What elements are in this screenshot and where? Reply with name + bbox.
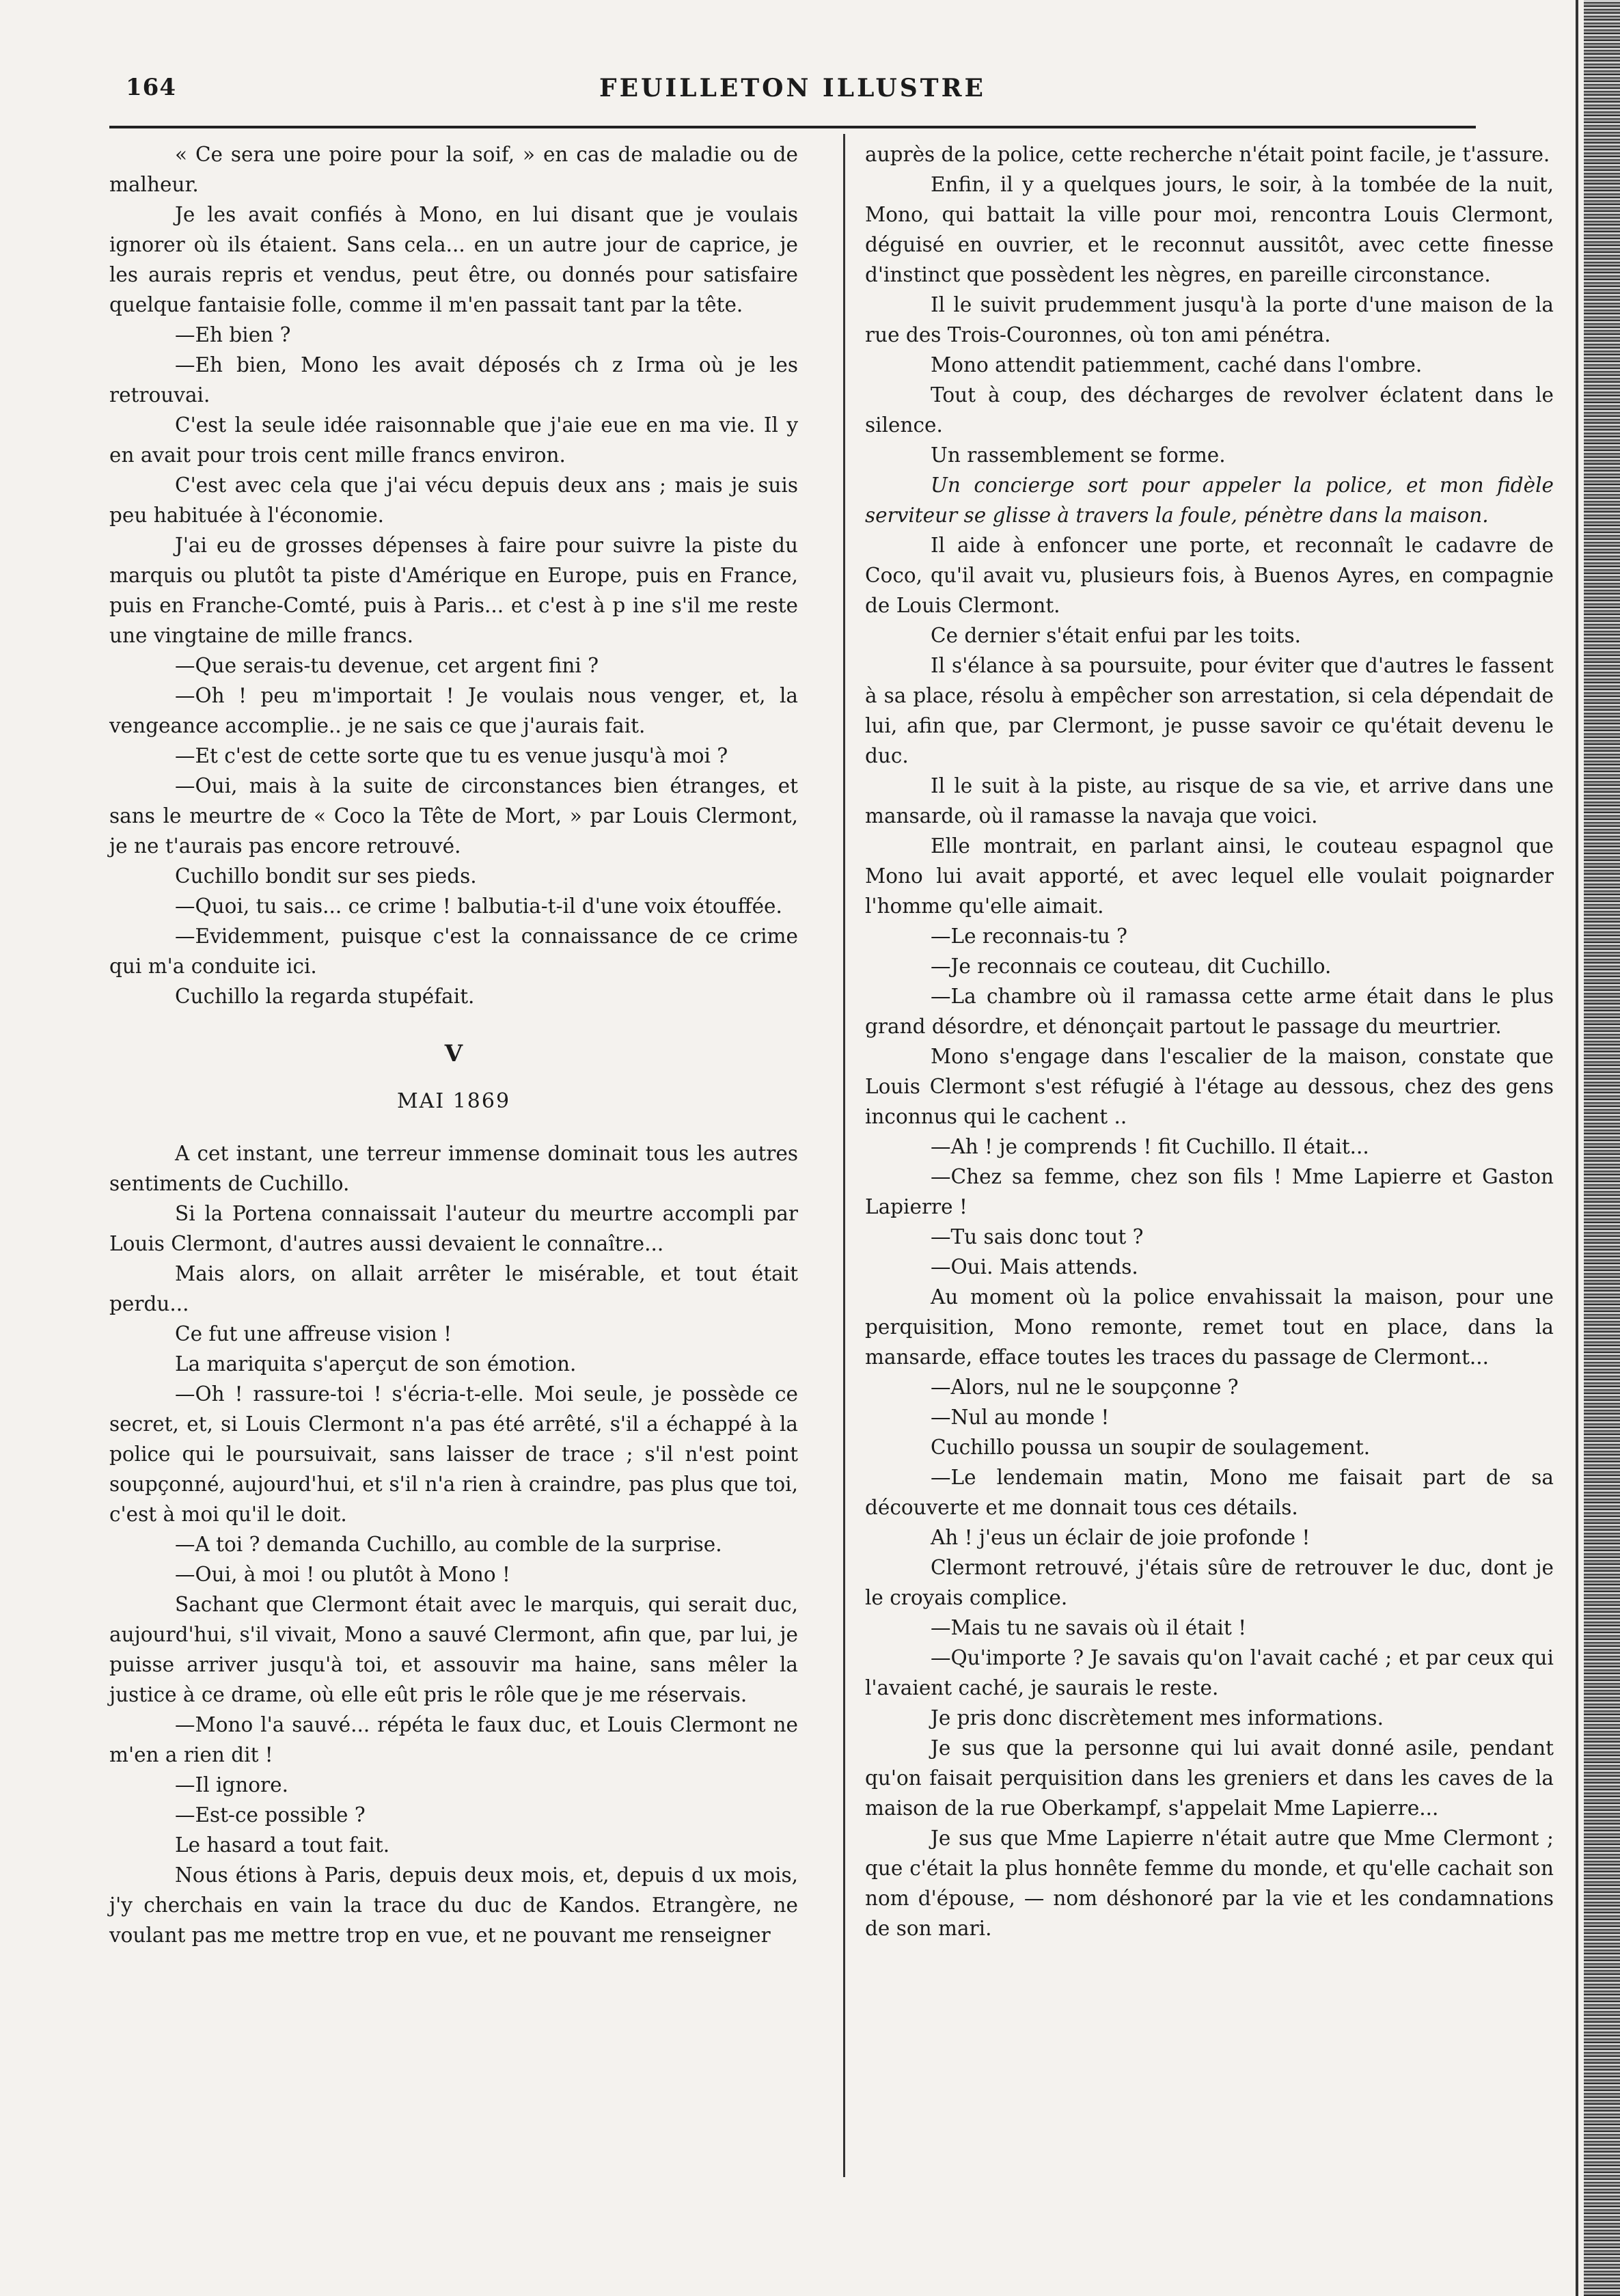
paragraph: Ce fut une affreuse vision ! <box>175 1322 452 1345</box>
paragraph: Nous étions à Paris, depuis deux mois, et, depuis d ux mois, j'y cherchais en vain la trace du duc de Kandos. Etrangère, ne voulant pas me mettre trop en vue, et ne pouvant me renseigner <box>109 1863 798 1947</box>
paragraph: —Chez sa femme, chez son fils ! Mme Lapierre et Gaston Lapierre ! <box>865 1165 1554 1218</box>
paragraph: —Eh bien ? <box>175 323 291 346</box>
paragraph: Sachant que Clermont était avec le marquis, qui serait duc, aujourd'hui, s'il vivait, Mono a sauvé Clermont, afin que, par lui, je puisse arriver jusqu'à toi, et assouvir ma haine, sans mêler la justice à ce drame, où elle eût pris le rôle que je me réservais. <box>109 1593 798 1706</box>
paragraph: —Quoi, tu sais... ce crime ! balbutia-t-il d'une voix étouffée. <box>175 894 782 918</box>
paragraph: A cet instant, une terreur immense dominait tous les autres sentiments de Cuchillo. <box>109 1142 798 1195</box>
paragraph: —Oui, à moi ! ou plutôt à Mono ! <box>175 1563 510 1586</box>
paragraph: —Qu'importe ? Je savais qu'on l'avait caché ; et par ceux qui l'avaient caché, je saurais le reste. <box>865 1646 1554 1699</box>
paragraph: Je pris donc discrètement mes informations. <box>931 1706 1384 1730</box>
paragraph: —Je reconnais ce couteau, dit Cuchillo. <box>931 955 1332 978</box>
paragraph: Ah ! j'eus un éclair de joie profonde ! <box>931 1526 1310 1549</box>
paragraph: Il le suivit prudemment jusqu'à la porte d'une maison de la rue des Trois-Couronnes, où ton ami pénétra. <box>865 293 1554 346</box>
binding-edge <box>1584 0 1620 2296</box>
paragraph: —La chambre où il ramassa cette arme était dans le plus grand désordre, et dénonçait partout le passage du meurtrier. <box>865 985 1554 1038</box>
paragraph: Mais alors, on allait arrêter le misérable, et tout était perdu... <box>109 1262 798 1315</box>
paragraph: —Et c'est de cette sorte que tu es venue jusqu'à moi ? <box>175 744 728 767</box>
paragraph: Ce dernier s'était enfui par les toits. <box>931 624 1302 647</box>
page-number: 164 <box>126 74 176 101</box>
paragraph: —Est-ce possible ? <box>175 1803 366 1827</box>
running-title: FEUILLETON ILLUSTRE <box>599 74 986 102</box>
paragraph: —Oui, mais à la suite de circonstances bien étranges, et sans le meurtre de « Coco la Tête de Mort, » par Louis Clermont, je ne t'aurais pas encore retrouvé. <box>109 774 798 858</box>
column-divider <box>843 134 845 2177</box>
paragraph: Mono s'engage dans l'escalier de la maison, constate que Louis Clermont s'est réfugié à l'étage au dessous, chez des gens inconnus qui le cachent .. <box>865 1045 1554 1128</box>
paragraph: Cuchillo poussa un soupir de soulagement. <box>931 1436 1371 1459</box>
paragraph: Cuchillo la regarda stupéfait. <box>175 985 475 1008</box>
paragraph: La mariquita s'aperçut de son émotion. <box>175 1352 577 1376</box>
paragraph: —Oui. Mais attends. <box>931 1255 1138 1279</box>
paragraph: Un rassemblement se forme. <box>931 443 1226 467</box>
binding-edge-line <box>1576 0 1578 2296</box>
left-column <box>109 139 798 1950</box>
paragraph: —Alors, nul ne le soupçonne ? <box>931 1376 1239 1399</box>
paragraph: —Ah ! je comprends ! fit Cuchillo. Il était... <box>931 1135 1369 1158</box>
paragraph: —Le reconnais-tu ? <box>931 925 1127 948</box>
paragraph: Clermont retrouvé, j'étais sûre de retrouver le duc, dont je le croyais complice. <box>865 1556 1554 1609</box>
paragraph: C'est la seule idée raisonnable que j'aie eue en ma vie. Il y en avait pour trois cent mille francs environ. <box>109 413 798 467</box>
paragraph: J'ai eu de grosses dépenses à faire pour suivre la piste du marquis ou plutôt ta piste d'Amérique en Europe, puis en France, puis en Franche-Comté, puis à Paris... et c'est à p ine s'il me reste une vingtaine de mille francs. <box>109 534 798 647</box>
left-column-text-after <box>109 1138 798 1950</box>
paragraph: —Que serais-tu devenue, cet argent fini ? <box>175 654 599 677</box>
paragraph: —Mono l'a sauvé... répéta le faux duc, et Louis Clermont ne m'en a rien dit ! <box>109 1713 798 1766</box>
paragraph: —Eh bien, Mono les avait déposés ch z Irma où je les retrouvai. <box>109 353 798 407</box>
left-column-text-before <box>109 139 798 1011</box>
paragraph: Tout à coup, des décharges de revolver éclatent dans le silence. <box>865 383 1554 437</box>
paragraph: auprès de la police, cette recherche n'était point facile, je t'assure. <box>865 143 1550 166</box>
paragraph: —Nul au monde ! <box>931 1406 1110 1429</box>
paragraph: Je sus que la personne qui lui avait donné asile, pendant qu'on faisait perquisition dans les greniers et dans les caves de la maison de la rue Oberkampf, s'appelait Mme Lapierre... <box>865 1736 1554 1820</box>
paragraph: —Mais tu ne savais où il était ! <box>931 1616 1247 1639</box>
paragraph: Mono attendit patiemment, caché dans l'ombre. <box>931 353 1423 377</box>
paragraph: Si la Portena connaissait l'auteur du meurtre accompli par Louis Clermont, d'autres aussi devaient le connaître... <box>109 1202 798 1255</box>
paragraph: —Il ignore. <box>175 1773 288 1796</box>
paragraph: —Le lendemain matin, Mono me faisait part de sa découverte et me donnait tous ces détails. <box>865 1466 1554 1519</box>
paragraph: —A toi ? demanda Cuchillo, au comble de la surprise. <box>175 1533 722 1556</box>
paragraph: Le hasard a tout fait. <box>175 1833 390 1857</box>
chapter-date: MAI 1869 <box>396 1089 511 1113</box>
paragraph: Je sus que Mme Lapierre n'était autre que Mme Clermont ; que c'était la plus honnête femme du monde, et qu'elle cachait son nom d'épouse, — nom déshonoré par la vie et les condamnations de son mari. <box>865 1827 1554 1940</box>
paragraph: Un concierge sort pour appeler la police, et mon fidèle serviteur se glisse à travers la foule, pénètre dans la maison. <box>865 474 1554 527</box>
paragraph: Au moment où la police envahissait la maison, pour une perquisition, Mono remonte, remet tout en place, dans la mansarde, efface toutes les traces du passage de Clermont... <box>865 1285 1554 1369</box>
paragraph: —Oh ! peu m'importait ! Je voulais nous venger, et, la vengeance accomplie.. je ne sais ce que j'aurais fait. <box>109 684 798 737</box>
paragraph: —Tu sais donc tout ? <box>931 1225 1144 1248</box>
paragraph: « Ce sera une poire pour la soif, » en cas de maladie ou de malheur. <box>109 143 798 196</box>
paragraph: —Evidemment, puisque c'est la connaissance de ce crime qui m'a conduite ici. <box>109 925 798 978</box>
chapter-number: V <box>444 1040 463 1067</box>
paragraph: Enfin, il y a quelques jours, le soir, à la tombée de la nuit, Mono, qui battait la ville pour moi, rencontra Louis Clermont, déguisé en ouvrier, et le reconnut aussitôt, avec cette finesse d'instinct que possèdent les nègres, en pareille circonstance. <box>865 173 1554 286</box>
paragraph: Il le suit à la piste, au risque de sa vie, et arrive dans une mansarde, où il ramasse la navaja que voici. <box>865 774 1554 828</box>
paragraph: Il s'élance à sa poursuite, pour éviter que d'autres le fassent à sa place, résolu à empêcher son arrestation, si cela dépendait de lui, afin que, par Clermont, je pusse savoir ce qu'était devenu le duc. <box>865 654 1554 767</box>
paragraph: Cuchillo bondit sur ses pieds. <box>175 864 477 888</box>
paragraph: Il aide à enfoncer une porte, et reconnaît le cadavre de Coco, qu'il avait vu, plusieurs fois, à Buenos Ayres, en compagnie de Louis Clermont. <box>865 534 1554 617</box>
paragraph: —Oh ! rassure-toi ! s'écria-t-elle. Moi seule, je possède ce secret, et, si Louis Clermont n'a pas été arrêté, s'il a échappé à la police qui le poursuivait, sans laisser de trace ; s'il n'est point soupçonné, aujourd'hui, et s'il n'a rien à craindre, pas plus que toi, c'est à moi qu'il le doit. <box>109 1382 798 1526</box>
paragraph: C'est avec cela que j'ai vécu depuis deux ans ; mais je suis peu habituée à l'économie. <box>109 474 798 527</box>
right-column-text <box>865 139 1554 1943</box>
right-column <box>865 139 1554 1943</box>
header-rule <box>109 126 1476 128</box>
page-header <box>109 74 1476 115</box>
paragraph: Elle montrait, en parlant ainsi, le couteau espagnol que Mono lui avait apporté, et avec lequel elle voulait poignarder l'homme qu'elle aimait. <box>865 834 1554 918</box>
paragraph: Je les avait confiés à Mono, en lui disant que je voulais ignorer où ils étaient. Sans cela... en un autre jour de caprice, je les aurais repris et vendus, peut être, ou donnés pour satisfaire quelque fantaisie folle, comme il m'en passait tant par la tête. <box>109 203 798 316</box>
